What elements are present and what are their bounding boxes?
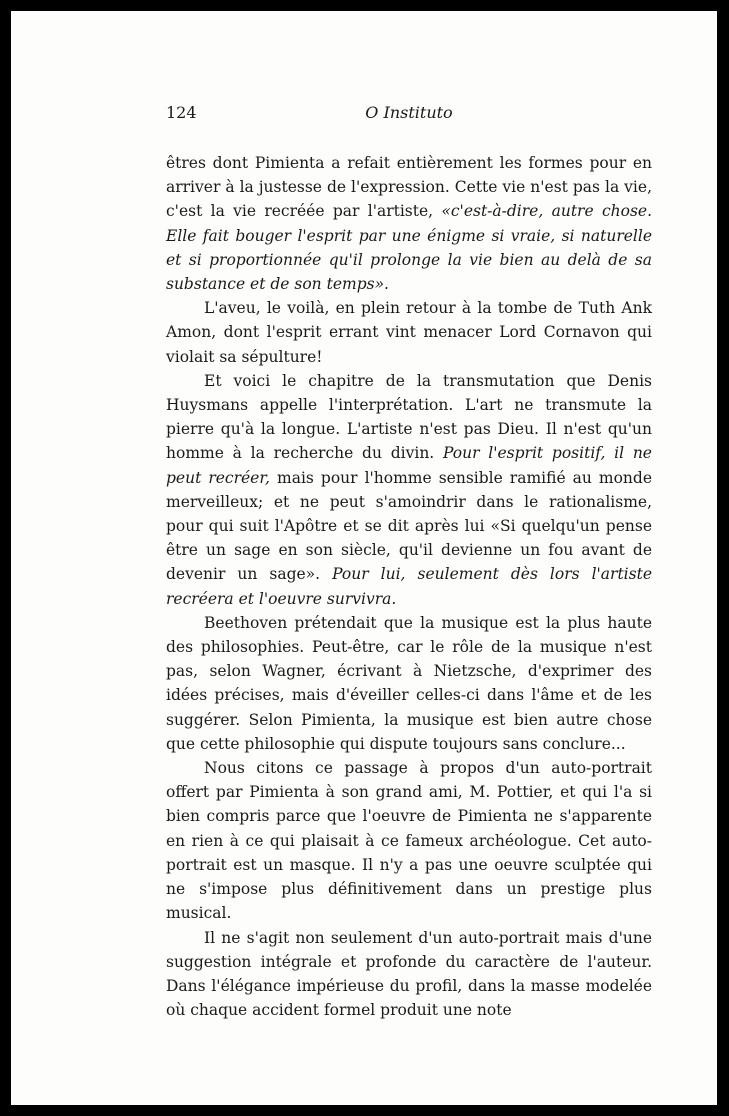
- page-header: [166, 103, 652, 125]
- italic-quote: «c'est-à-dire, autre chose. Elle fait bouger l'esprit par une énigme si vraie, si naturelle et si proportionnée qu'il prolonge la vie bien au delà de sa substance et de son temps».: [166, 202, 652, 294]
- paragraph-2: [166, 296, 652, 369]
- text-run: mais pour l'homme sensible ramifié au monde merveilleux; et ne peut s'amoindrir dans le rationalisme, pour qui suit l'Apôtre et se dit après lui «Si quelqu'un pense être un sage en son siècle, qu'il devienne un fou avant de devenir un sage».: [166, 468, 653, 584]
- running-title: O Instituto: [365, 103, 453, 122]
- text-run: êtres dont Pimienta a refait entièrement les formes pour en arriver à la justesse de l'expression. Cette vie n'est pas la vie, c'est la vie recréée par l'artiste,: [166, 154, 652, 221]
- paragraph-4: [166, 611, 652, 756]
- italic-phrase: Pour lui, seulement dès lors l'artiste recréera et l'oeuvre survivra.: [166, 565, 652, 608]
- text-run: Beethoven prétendait que la musique est la plus haute des philosophies. Peut-être, car le rôle de la musique n'est pas, selon Wagner, écrivant à Nietzsche, d'exprimer des idées précises, mais d'éveiller celles-ci dans l'âme et de les suggérer. Selon Pimienta, la musique est bien autre chose que cette philosophie qui dispute toujours sans conclure...: [166, 613, 652, 753]
- paragraph-5: [166, 756, 652, 925]
- text-run: Nous citons ce passage à propos d'un auto-portrait offert par Pimienta à son grand ami, M. Pottier, et qui l'a si bien compris parce que l'oeuvre de Pimienta ne s'apparente en rien à ce qui plaisait à ce fameux archéologue. Cet auto-portrait est un masque. Il n'y a pas une oeuvre sculptée qui ne s'impose plus définitivement dans un prestige plus musical.: [166, 759, 652, 923]
- text-run: Et voici le chapitre de la transmutation que Denis Huysmans appelle l'interprétation. L'art ne transmute la pierre qu'à la longue. L'artiste n'est pas Dieu. Il n'est qu'un homme à la recherche du divin.: [166, 371, 652, 463]
- body-text: [166, 151, 652, 1022]
- text-run: L'aveu, le voilà, en plein retour à la tombe de Tuth Ank Amon, dont l'esprit errant vint menacer Lord Cornavon qui violait sa sépulture!: [166, 299, 652, 366]
- page-number: 124: [166, 103, 197, 122]
- book-page: [11, 11, 717, 1105]
- paragraph-6: [166, 926, 652, 1023]
- paragraph-1: [166, 151, 652, 296]
- italic-phrase: Pour l'esprit positif, il ne peut recréer,: [166, 444, 652, 487]
- text-run: Il ne s'agit non seulement d'un auto-portrait mais d'une suggestion intégrale et profonde du caractère de l'auteur. Dans l'élégance impérieuse du profil, dans la masse modelée où chaque accident formel produit une note: [166, 928, 652, 1020]
- paragraph-3: [166, 369, 652, 611]
